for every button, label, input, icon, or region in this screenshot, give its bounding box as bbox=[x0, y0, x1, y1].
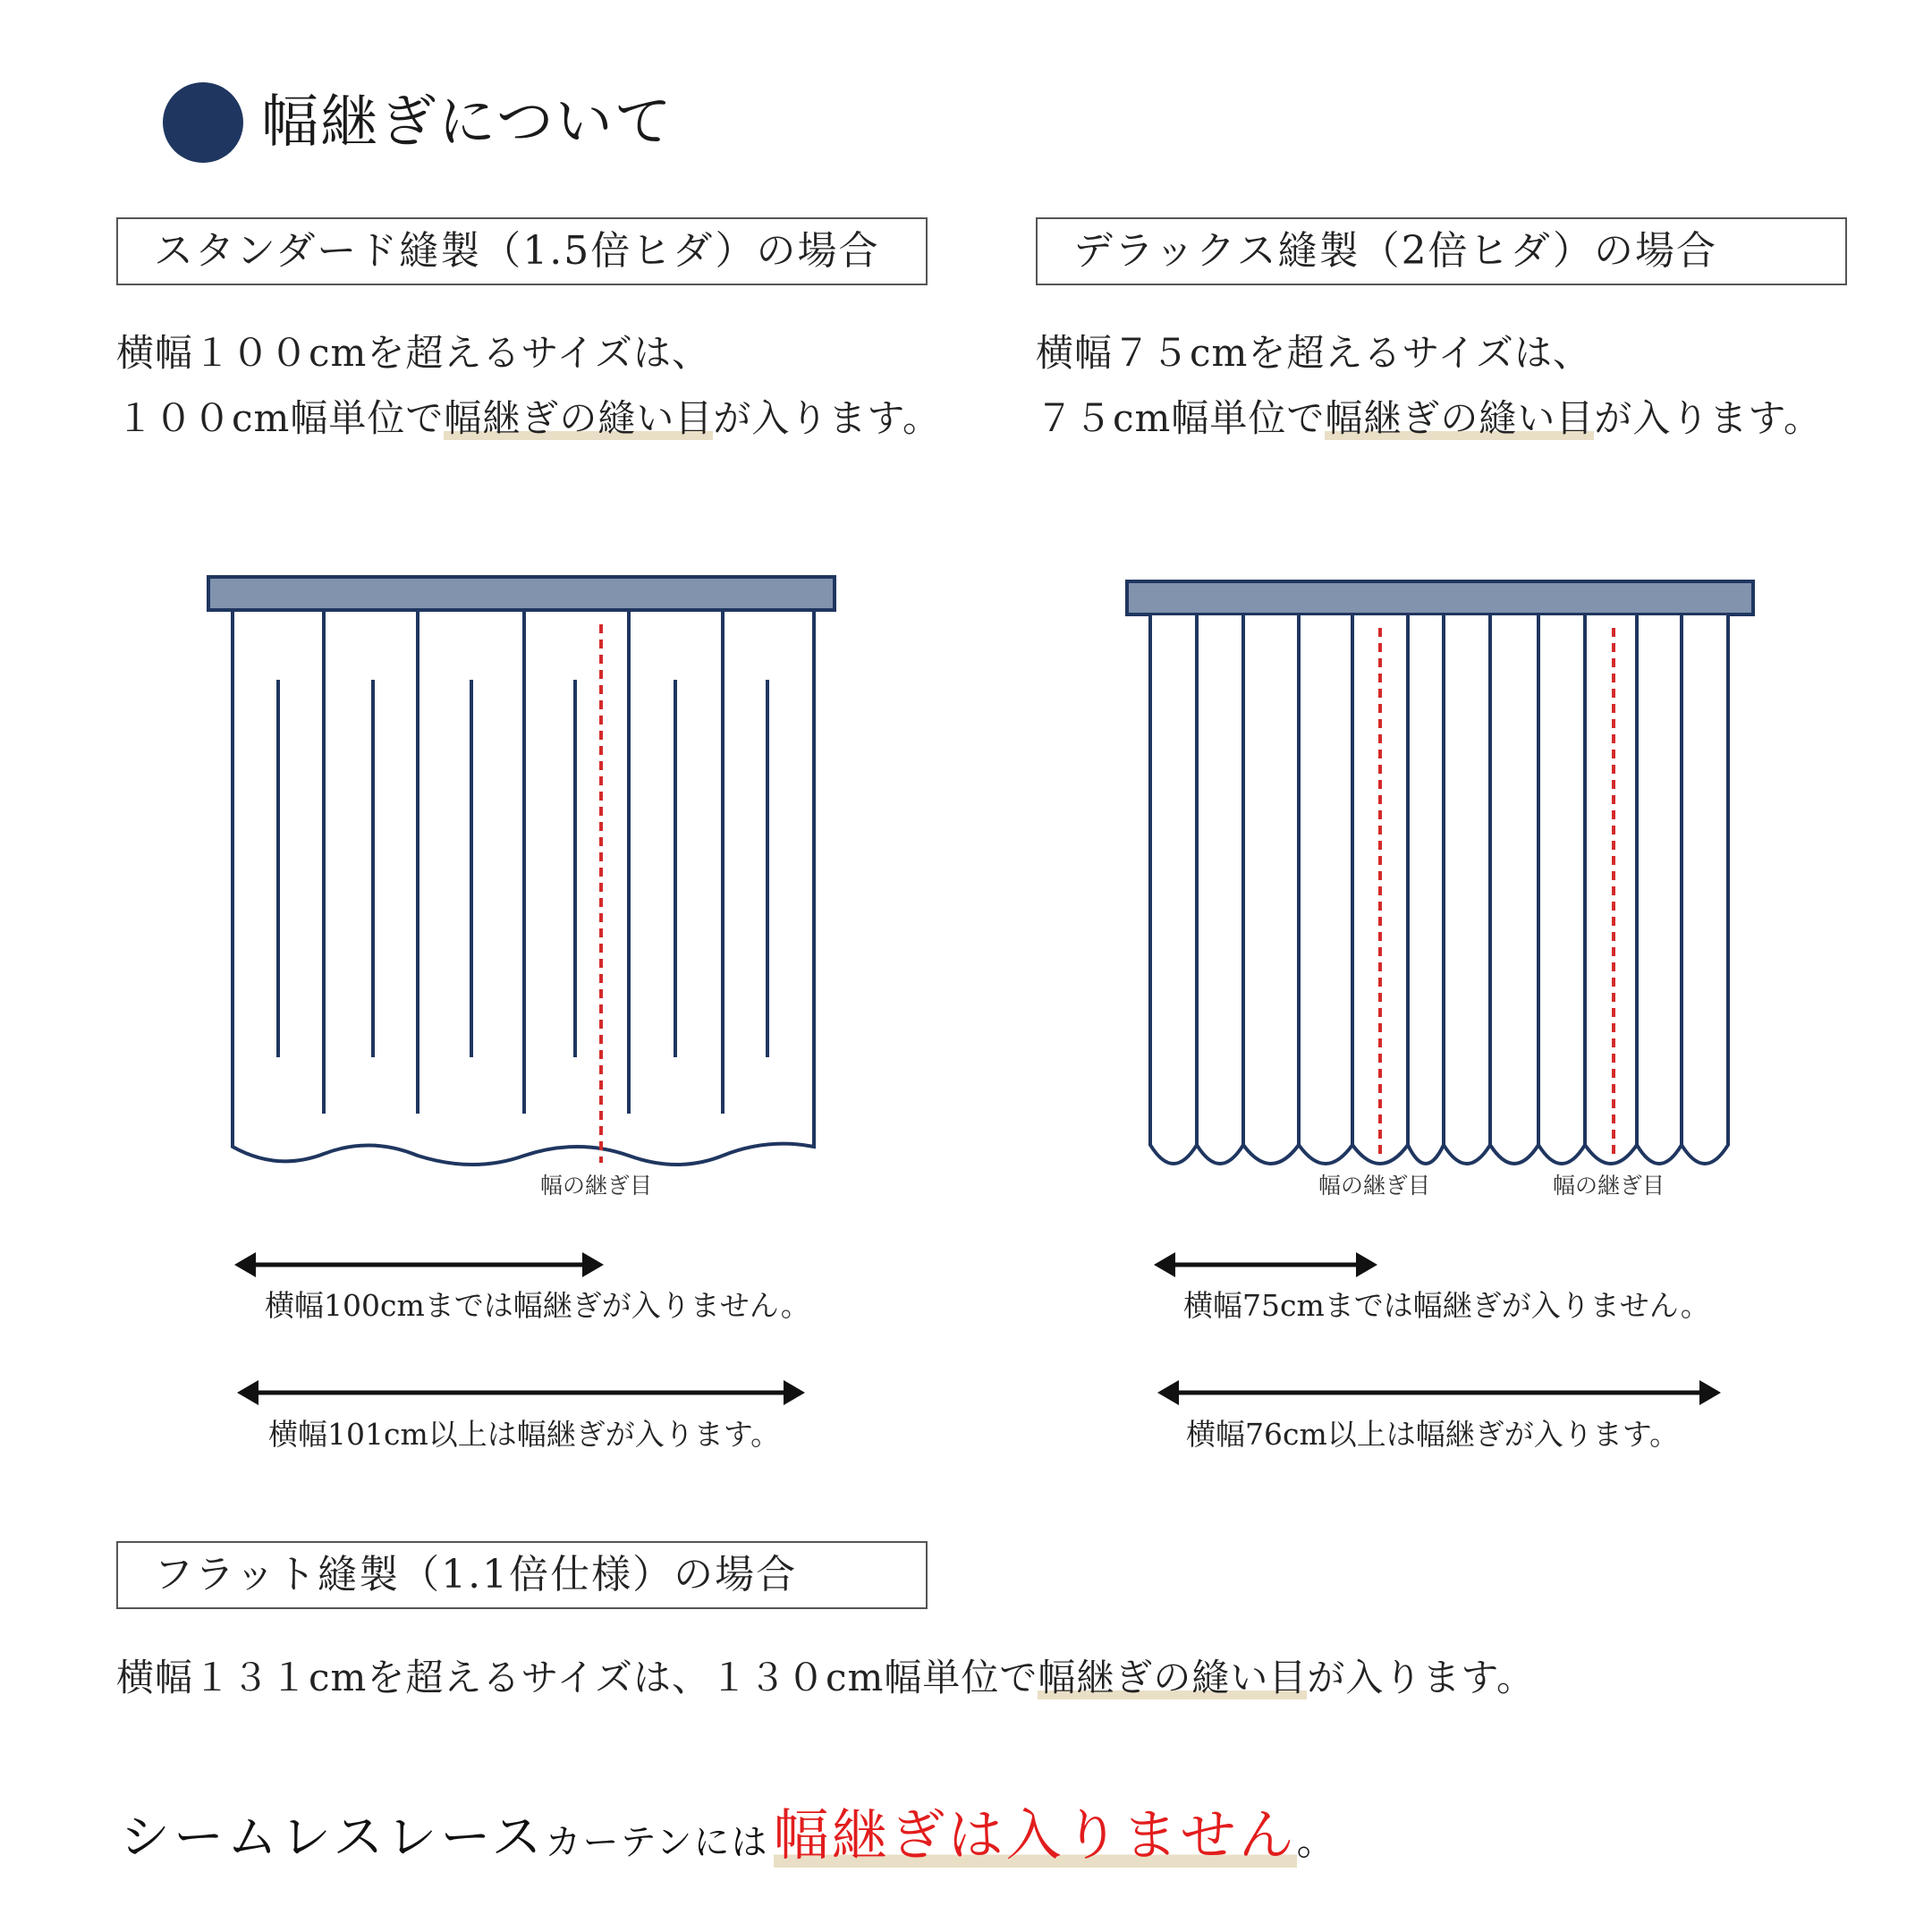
standard-desc-line1: 横幅１００cmを超えるサイズは、 bbox=[116, 331, 710, 375]
flat-heading: フラット縫製（1.1倍仕様）の場合 bbox=[154, 1552, 798, 1597]
arrowhead-right-icon bbox=[582, 1252, 604, 1277]
deluxe-curtain-outline bbox=[1150, 615, 1728, 1164]
arrowhead-right-icon bbox=[1356, 1252, 1377, 1277]
deluxe-arrow2-label: 横幅76cm以上は幅継ぎが入ります。 bbox=[1186, 1417, 1680, 1452]
deluxe-curtain-rail bbox=[1127, 581, 1753, 614]
seamless-statement bbox=[120, 1791, 1336, 1870]
standard-heading: スタンダード縫製（1.5倍ヒダ）の場合 bbox=[154, 228, 880, 274]
flat-desc-pre: 横幅１３１cmを超えるサイズは、１３０cm幅単位で bbox=[116, 1656, 1038, 1699]
no-seam-emphasis: 幅継ぎは入りません bbox=[773, 1802, 1297, 1868]
page-title: 幅継ぎについて bbox=[261, 89, 674, 156]
seamless-lace-label: シームレスレース bbox=[120, 1809, 546, 1867]
arrowhead-left-icon bbox=[234, 1252, 256, 1277]
arrowhead-left-icon bbox=[1154, 1252, 1175, 1277]
flat-desc-highlight: 幅継ぎの縫い目 bbox=[1038, 1656, 1308, 1699]
deluxe-width-arrows bbox=[1154, 1252, 1721, 1405]
standard-width-arrows bbox=[234, 1252, 805, 1405]
deluxe-seam-label-2: 幅の継ぎ目 bbox=[1553, 1173, 1665, 1199]
arrowhead-right-icon bbox=[784, 1380, 805, 1405]
arrowhead-right-icon bbox=[1699, 1380, 1721, 1405]
flat-heading-box bbox=[116, 1541, 928, 1609]
deluxe-arrow1-label: 横幅75cmまでは幅継ぎが入りません。 bbox=[1183, 1288, 1710, 1323]
deluxe-curtain-illustration bbox=[1127, 581, 1753, 1164]
deluxe-desc-line2-pre: ７５cm幅単位で bbox=[1036, 396, 1326, 440]
seamless-curtain-label: カーテンには bbox=[545, 1822, 769, 1863]
arrowhead-left-icon bbox=[1157, 1380, 1179, 1405]
deluxe-desc-line2-post: が入ります。 bbox=[1594, 396, 1823, 440]
standard-desc-line2-pre: １００cm幅単位で bbox=[116, 396, 445, 440]
standard-arrow2-label: 横幅101cm以上は幅継ぎが入ります。 bbox=[268, 1417, 781, 1452]
seamless-period: 。 bbox=[1296, 1818, 1336, 1864]
standard-seam-label: 幅の継ぎ目 bbox=[540, 1173, 653, 1199]
arrowhead-left-icon bbox=[237, 1380, 258, 1405]
standard-desc-highlight: 幅継ぎの縫い目 bbox=[444, 396, 714, 440]
standard-curtain-rail bbox=[208, 577, 835, 610]
standard-arrow1-label: 横幅100cmまでは幅継ぎが入りません。 bbox=[265, 1288, 810, 1323]
deluxe-heading: デラックス縫製（2倍ヒダ）の場合 bbox=[1073, 228, 1717, 274]
deluxe-desc-line1: 横幅７５cmを超えるサイズは、 bbox=[1036, 331, 1591, 375]
deluxe-seam-label-1: 幅の継ぎ目 bbox=[1318, 1173, 1431, 1199]
flat-desc-line bbox=[116, 1651, 1535, 1705]
standard-desc-line2-post: が入ります。 bbox=[713, 396, 942, 440]
deluxe-desc-highlight: 幅継ぎの縫い目 bbox=[1325, 396, 1595, 440]
standard-curtain-illustration bbox=[208, 577, 835, 1165]
flat-desc-post: が入ります。 bbox=[1307, 1656, 1535, 1699]
